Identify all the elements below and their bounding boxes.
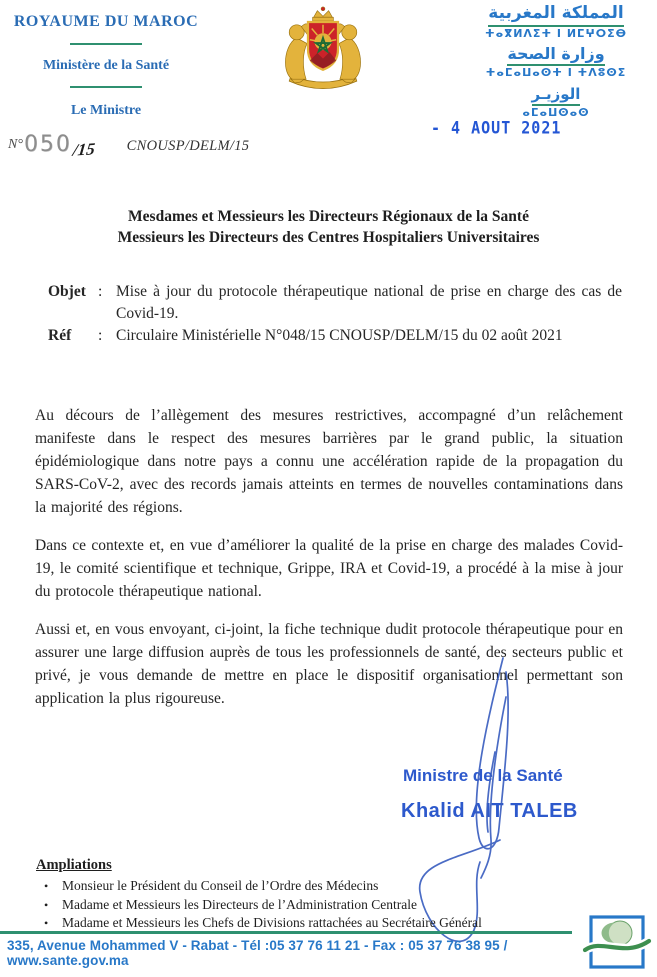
kingdom-title: ROYAUME DU MAROC — [13, 13, 199, 30]
ampliation-item — [36, 914, 576, 933]
numero-handwritten: /15 — [71, 139, 96, 160]
reference-number-line — [8, 132, 249, 160]
letterhead-arabic — [462, 4, 650, 120]
footer-address: 335, Avenue Mohammed V - Rabat - Tél :05 37 76 11 21 - Fax : 05 37 76 38 95 / www.sante.gov.ma — [7, 938, 508, 968]
ref-row — [48, 325, 622, 347]
date-stamp: - 4 AOUT 2021 — [431, 118, 562, 138]
minister-title: Le Ministre — [70, 103, 142, 118]
body-paragraph-2: Dans ce contexte et, en vue d’améliorer la qualité de la prise en charge des malades Covid-19, le comité scientifique et technique, Grippe, IRA et Covid-19, a procédé à la mise à jour du protocole thérapeutique national. — [35, 537, 623, 600]
ampliation-item — [36, 896, 576, 915]
body-paragraph-1: Au décours de l’allègement des mesures restrictives, accompagné d’un relâchement manifeste dans le respect des mesures barrières par le grand public, la situation épidémiologique dans notre pays a connu une accélération rapide de la propagation du SARS-CoV-2, avec des records jamais atteints en termes de nouvelles contaminations dans la majorité des régions. — [35, 407, 623, 516]
objet-label: Objet — [48, 283, 86, 300]
bullet-icon: • — [44, 897, 49, 912]
minister-title-arabic: الوزيـر — [462, 86, 650, 106]
signature-title-stamp: Ministre de la Santé — [403, 766, 563, 785]
footer-divider — [0, 931, 572, 934]
numero-stamped: 050 — [23, 132, 72, 157]
addressee-block — [40, 206, 617, 248]
ampliation-item — [36, 877, 576, 896]
kingdom-title-tifinagh: ⵜⴰⴳⵍⴷⵉⵜ ⵏ ⵍⵎⵖⵔⵉⴱ — [484, 26, 627, 40]
letterhead-french — [8, 13, 204, 119]
numero-prefix: N° — [8, 137, 23, 152]
ref-text: Circulaire Ministérielle N°048/15 CNOUSP/DELM/15 du 02 août 2021 — [116, 327, 563, 344]
ampliations-block — [36, 857, 576, 933]
ref-label: Réf — [48, 327, 72, 344]
ampliation-text: Madame et Messieurs les Directeurs de l’Administration Centrale — [62, 896, 418, 912]
body-paragraph-3: Aussi et, en vous envoyant, ci-joint, la fiche technique dudit protocole thérapeutique pour en assurer une large diffusion auprès de tous les professionnels de santé, des secteurs public et privé, je vous demande de mettre en place le dispositif organisationnel permettant son application la plus rigoureuse. — [35, 621, 623, 707]
ministry-health-logo-icon — [582, 912, 652, 976]
addressee-line: Messieurs les Directeurs des Centres Hospitaliers Universitaires — [117, 229, 540, 246]
ministry-title-tifinagh: ⵜⴰⵎⴰⵡⴰⵙⵜ ⵏ ⵜⴷⵓⵙⵉ — [485, 66, 627, 80]
ampliations-title: Ampliations — [36, 857, 112, 873]
kingdom-title-arabic: المملكة المغربية — [462, 4, 650, 27]
ministry-title-arabic: وزارة الصحة — [462, 45, 650, 66]
meta-block — [48, 281, 622, 347]
ministry-title: Ministère de la Santé — [42, 58, 170, 73]
objet-row — [48, 281, 622, 325]
bullet-icon: • — [44, 879, 49, 893]
ampliation-text: Monsieur le Président du Conseil de l’Ordre des Médecins — [62, 878, 379, 893]
signature-name-stamp: Khalid AIT TALEB — [401, 800, 578, 822]
ampliation-text: Madame et Messieurs les Chefs de Divisions rattachées au Secrétaire Général — [62, 915, 482, 930]
reference-code: CNOUSP/DELM/15 — [126, 138, 250, 154]
separator-line — [70, 43, 142, 45]
bullet-icon: • — [44, 916, 49, 930]
separator-line — [70, 86, 142, 88]
minister-title-tifinagh: ⴰⵎⴰⵡⵙⴰⵙ — [522, 105, 590, 119]
objet-text: Mise à jour du protocole thérapeutique national de prise en charge des cas de Covid-19. — [116, 283, 622, 322]
addressee-line: Mesdames et Messieurs les Directeurs Régionaux de la Santé — [128, 208, 529, 225]
ref-colon: : — [98, 327, 103, 344]
objet-colon: : — [98, 283, 103, 300]
morocco-coat-of-arms-icon — [276, 6, 370, 98]
